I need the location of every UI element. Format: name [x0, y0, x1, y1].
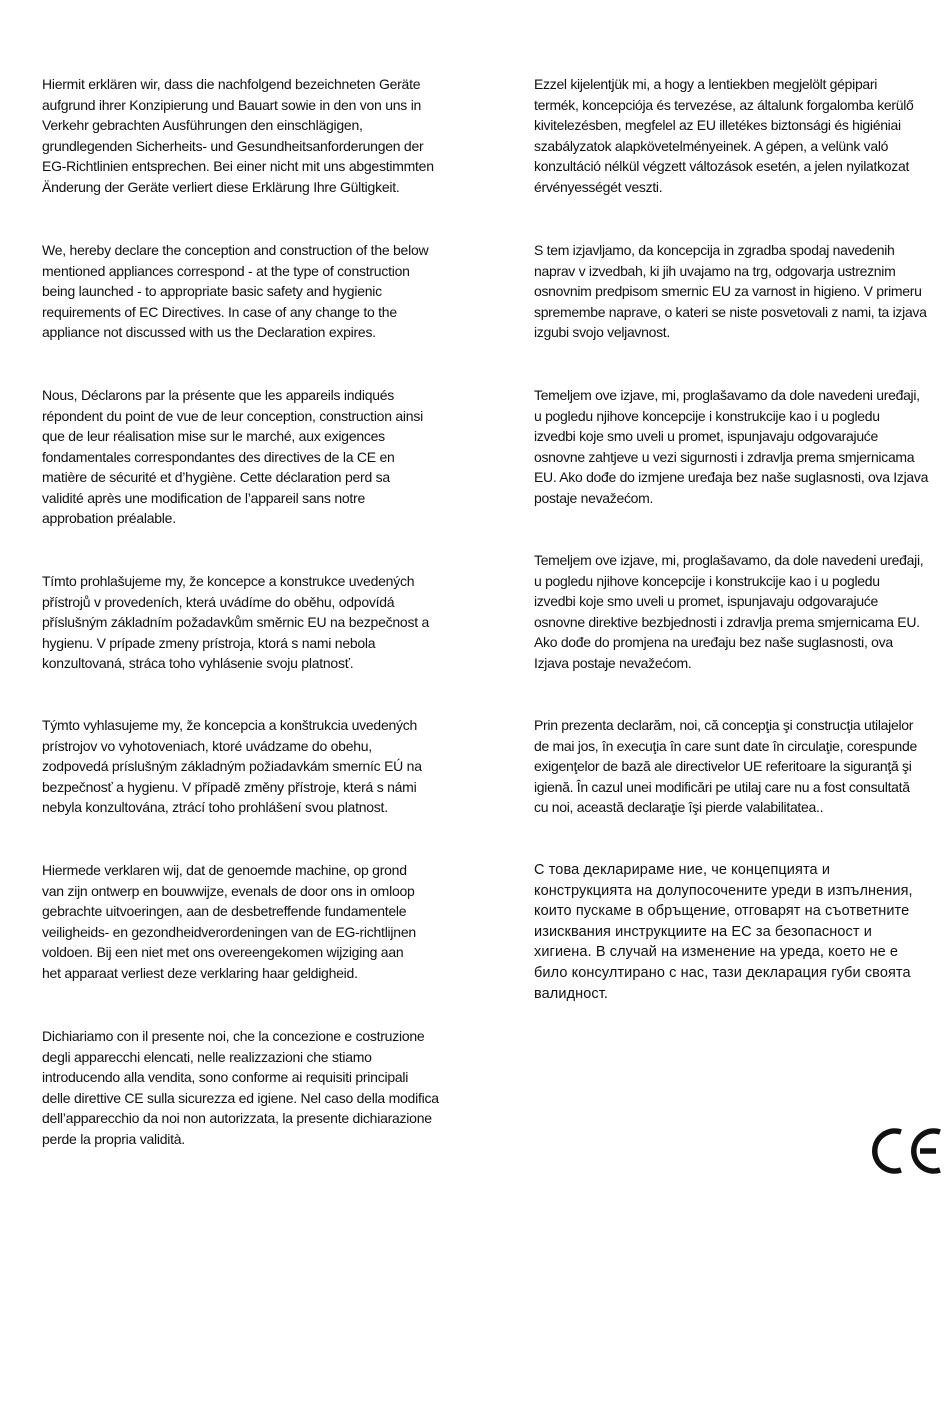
declaration-italian: Dichiariamo con il presente noi, che la concezione e costruzione degli apparecchi elencati, nelle realizzazioni che stiamo introducendo alla vendita, sono conforme ai requisiti principali delle direttive CE sulla sicurezza ed igiene. Nel caso della modifica dell’apparecchio da noi non autorizzata, la presente dichiarazione perde la propria validità. [42, 1028, 439, 1147]
declaration-german: Hiermit erklären wir, dass die nachfolgend bezeichneten Geräte aufgrund ihrer Konzipierung und Bauart sowie in den von uns in Verkehr gebrachten Ausführungen den einschlägigen, grundlegenden Sicherheits- und Gesundheitsanforderungen der EG-Richtlinien entsprechen. Bei einer nicht mit uns abgestimmten Änderung der Geräte verliert diese Erklärung Ihre Gültigkeit. [42, 76, 434, 195]
declaration-bulgarian: С това декларираме ние, че концепцията и конструкцията на долупосочените уреди в изпълнения, които пускаме в обръщение, отговарят на съответните изисквания инструкциите на ЕС за безопасност и хигиена. В случай на изменение на уреда, което не е било консултирано с нас, тази декларация губи своята валидност. [534, 862, 913, 1002]
declaration-english: We, hereby declare the conception and construction of the below mentioned appliances correspond - at the type of construction being launched - to appropriate basic safety and hygienic requirements of EC Directives. In case of any change to the appliance not discussed with us the Declaration expires. [42, 242, 429, 340]
declaration-hungarian: Ezzel kijelentjük mi, a hogy a lentiekben megjelölt gépipari termék, koncepciója és tervezése, az általunk forgalomba kerülő kivitelezésben, megfelel az EU illetékes biztonsági és higiéniai szabályzatok alapkövetelményeinek. A gépen, a velünk való konzultáció nélkül végzett változások esetén, a jelen nyilatkozat érvényességét veszti. [534, 76, 914, 195]
declaration-romanian: Prin prezenta declarăm, noi, că concepţia şi construcţia utilajelor de mai jos, în execuţia în care sunt date în circulaţie, corespunde exigenţelor de bază ale directivelor UE referitoare la siguranţă şi igienă. În cazul unei modificări pe utilaj care nu a fost consultată cu noi, această declaraţie îşi pierde valabilitatea.. [534, 717, 918, 815]
declaration-croatian: Temeljem ove izjave, mi, proglašavamo da dole navedeni uređaji, u pogledu njihove koncepcije i konstrukcije kao i u pogledu izvedbi koje smo uveli u promet, ispunjavaju odgovarajuće osnovne zahtjeve u vezi sigurnosti i zdravlja prema smjernicama EU. Ako dođe do izmjene uređaja bez naše suglasnosti, ova Izjava postaje nevažećom. [534, 387, 929, 506]
declaration-czech: Tímto prohlašujeme my, že koncepce a konstrukce uvedených přístrojů v provedeních, která uvádíme do oběhu, odpovídá příslušným základním požadavkům směrnic EU na bezpečnost a hygienu. V prípade zmeny prístroja, ktorá s nami nebola konzultovaná, stráca toho vyhlásenie svoju platnosť. [42, 573, 430, 671]
declaration-slovenian: S tem izjavljamo, da koncepcija in zgradba spodaj navedenih naprav v izvedbah, ki jih uvajamo na trg, odgovarja ustreznim osnovnim predpisom smernic EU za varnost in higieno. V primeru spremembe naprave, o kateri se niste posvetovali z nami, ta izjava izgubi svojo veljavnost. [534, 242, 927, 340]
declaration-slovak: Týmto vyhlasujeme my, že koncepcia a konštrukcia uvedených prístrojov vo vyhotoveniach, ktoré uvádzame do obehu, zodpovedá príslušným základným požiadavkám smerníc EÚ na bezpečnosť a hygienu. V případě změny přístroje, která s námi nebyla konzultována, ztrácí toho prohlášení svou platnost. [42, 717, 422, 815]
declaration-bosnian: Temeljem ove izjave, mi, proglašavamo, da dole navedeni uređaji, u pogledu njihove koncepcije i konstrukcije kao i u pogledu izvedbi koje smo uveli u promet, ispunjavaju odgovarajuće osnovne direktive bezbjednosti i zdravlja prema smjernicama EU. Ako dođe do promjena na uređaju bez naše suglasnosti, ova Izjava postaje nevažećom. [534, 552, 924, 671]
declaration-dutch: Hiermede verklaren wij, dat de genoemde machine, op grond van zijn ontwerp en bouwwijze, evenals de door ons in omloop gebrachte uitvoeringen, aan de desbetreffende fundamentele veiligheids- en gezondheidverordeningen van de EG-richtlijnen voldoen. Bij een niet met ons overeengekomen wijziging aan het apparaat verliest deze verklaring haar geldigheid. [42, 862, 416, 981]
ce-mark-icon [872, 1124, 944, 1178]
declaration-french: Nous, Déclarons par la présente que les appareils indiqués répondent du point de vue de leur conception, construction ainsi que de leur réalisation mise sur le marché, aux exigences fondamentales correspondantes des directives de la CE en matière de sécurité et d’hygiène. Cette déclaration perd sa validité après une modification de l’appareil sans notre approbation préalable. [42, 387, 423, 526]
